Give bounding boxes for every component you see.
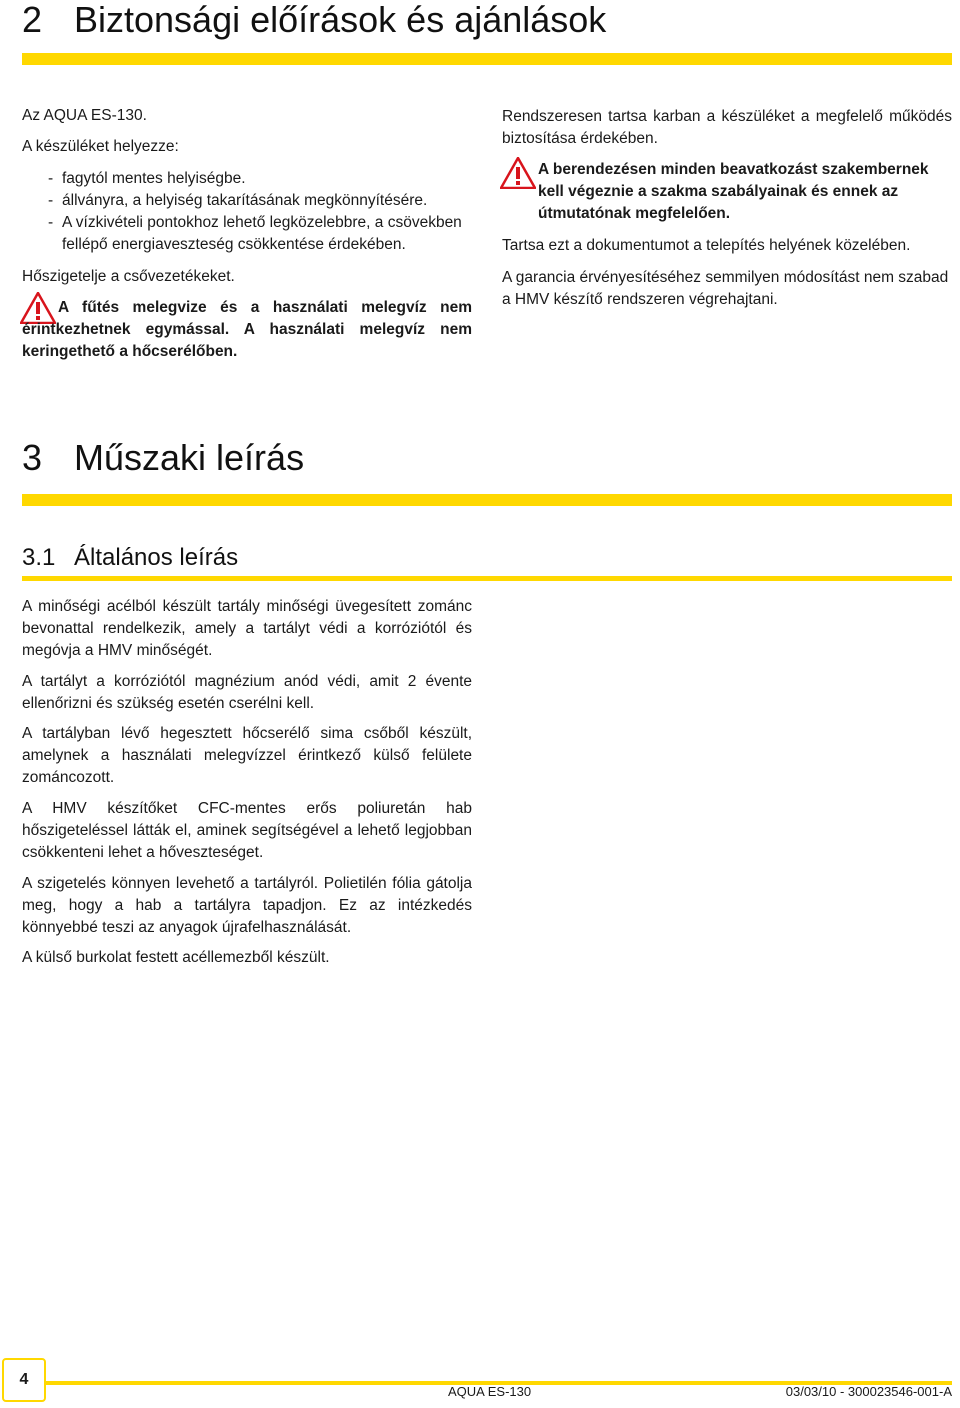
- page-number: 4: [2, 1358, 46, 1402]
- section-2-number: 2: [22, 0, 43, 40]
- section-3-number: 3: [22, 437, 43, 478]
- warning-heating-water: A fűtés melegvize és a használati melegvíz nem érintkezhetnek egymással. A használati melegvíz nem keringethető a hőcserélőben.: [22, 299, 472, 360]
- list-item: - A vízkivételi pontokhoz lehető legközelebbre, a csövekben fellépő energiaveszteség csökkentése érdekében.: [48, 214, 462, 253]
- section-3-1-heading: [22, 544, 238, 572]
- description-paragraph: A szigetelés könnyen levehető a tartályról. Polietilén fólia gátolja meg, hogy a hab a tartályra tapadjon. Ez az intézkedés könnyebbé teszi az anyagok újrafelhasználását.: [22, 875, 472, 936]
- section-3-1-number: 3.1: [22, 544, 56, 571]
- intro-model: Az AQUA ES-130.: [22, 107, 147, 124]
- section-3-title: Műszaki leírás: [74, 437, 305, 478]
- description-paragraph: A minőségi acélból készült tartály minőségi üvegesített zománc bevonattal rendelkezik, amely a tartályt védi a korróziótól és megóvja a HMV minőségét.: [22, 598, 472, 659]
- section-3-underline: [22, 494, 952, 506]
- list-item: - állványra, a helyiség takarításának megkönnyítésére.: [48, 192, 428, 209]
- footer-doc-ref: 03/03/10 - 300023546-001-A: [785, 1384, 952, 1399]
- keep-document-text: Tartsa ezt a dokumentumot a telepítés helyének közelében.: [502, 237, 911, 254]
- section-2-title: Biztonsági előírások és ajánlások: [74, 0, 607, 40]
- description-paragraph: A HMV készítőket CFC-mentes erős poliuretán hab hőszigeteléssel látták el, aminek segítségével a lehető legjobban csökkenteni lehet a hőveszteséget.: [22, 800, 472, 861]
- placement-intro: A készüléket helyezze:: [22, 138, 179, 155]
- footer-product: AQUA ES-130: [448, 1384, 532, 1399]
- description-paragraph: A külső burkolat festett acéllemezből készült.: [22, 949, 330, 966]
- insulate-pipes-text: Hőszigetelje a csővezetékeket.: [22, 268, 235, 285]
- description-paragraph: A tartályt a korróziótól magnézium anód védi, amit 2 évente ellenőrizni és szükség esetén cserélni kell.: [22, 673, 472, 712]
- section-3-heading: [22, 438, 304, 478]
- warning-professional: A berendezésen minden beavatkozást szakembernek kell végeznie a szakma szabályainak és ennek az útmutatónak megfelelően.: [538, 161, 929, 222]
- warranty-text: A garancia érvényesítéséhez semmilyen módosítást nem szabad a HMV készítő rendszeren végrehajtani.: [502, 269, 949, 308]
- section-2-underline: [22, 53, 952, 65]
- maintenance-text: Rendszeresen tartsa karban a készüléket a megfelelő működés biztosítása érdekében.: [502, 108, 952, 147]
- placement-list: [22, 168, 472, 256]
- section-2-heading: [22, 0, 606, 40]
- section-3-1-underline: [22, 576, 952, 581]
- list-item: - fagytól mentes helyiségbe.: [48, 170, 246, 187]
- description-paragraph: A tartályban lévő hegesztett hőcserélő sima csőből készült, amelynek a használati melegvízzel érintkező külső felülete zománcozott.: [22, 725, 472, 786]
- warning-triangle-icon: [500, 157, 536, 189]
- section-3-1-title: Általános leírás: [74, 544, 239, 571]
